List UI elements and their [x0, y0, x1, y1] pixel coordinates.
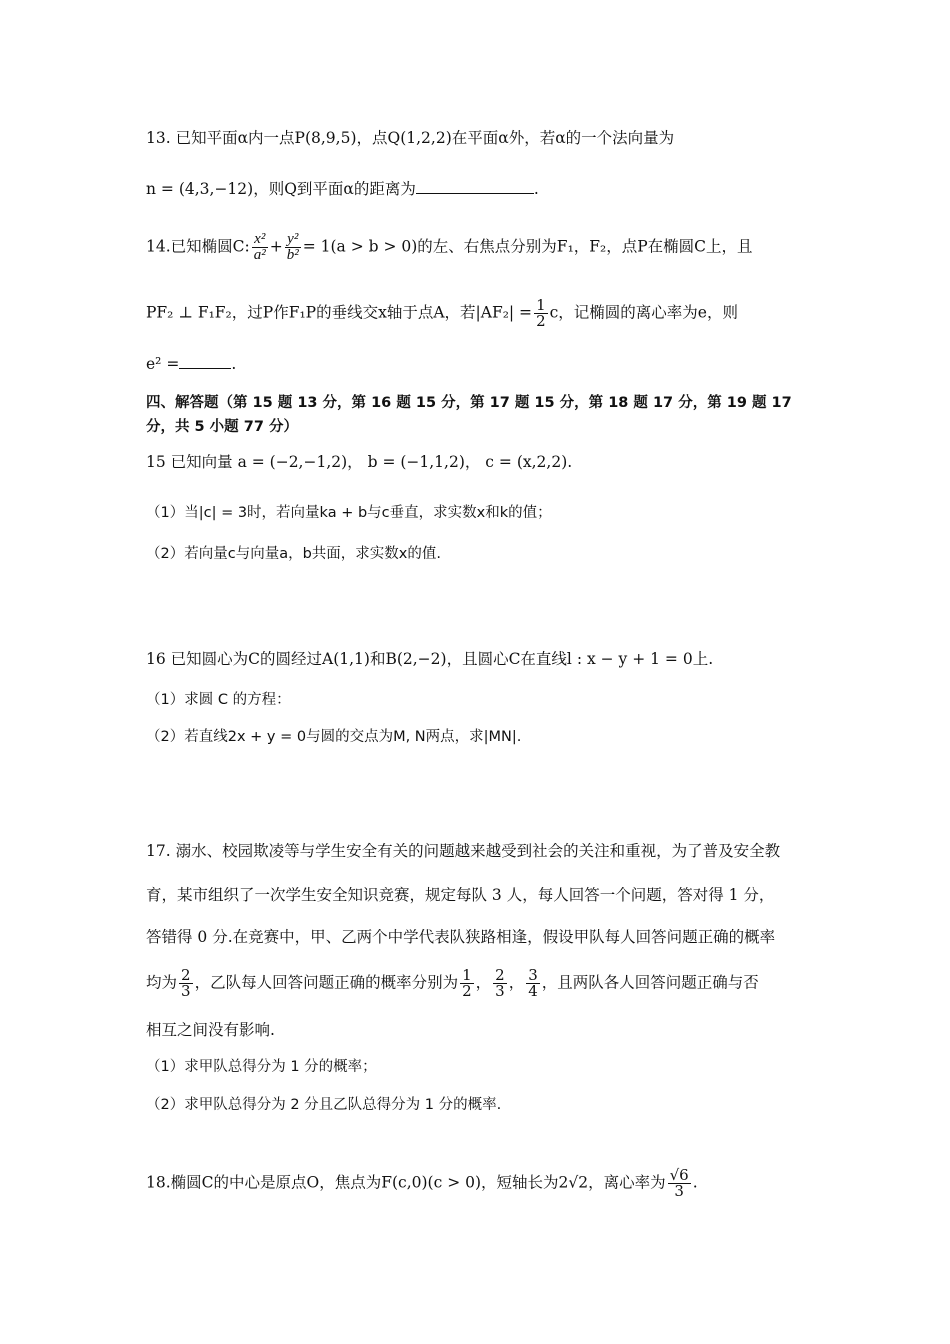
fraction-numerator: x² — [252, 232, 268, 248]
q14-text-1b: = 1(a > b > 0)的左、右焦点分别为F₁，F₂，点P在椭圆C上，且 — [302, 237, 753, 256]
q17-line5: 相互之间没有影响. — [146, 1021, 275, 1039]
q14-fraction-y2-b2 — [285, 232, 301, 263]
q17-text-4a: 均为 — [146, 973, 178, 992]
q16-stem: 16 已知圆心为C的圆经过A(1,1)和B(2,−2)，且圆心C在直线l : x − y + 1 = 0上. — [146, 650, 714, 668]
q18-period: . — [692, 1173, 698, 1192]
fraction-denominator: 2 — [536, 312, 546, 330]
q17-fraction-2-3 — [179, 968, 193, 999]
fraction-numerator: y² — [285, 232, 301, 248]
fraction-denominator: 3 — [181, 982, 191, 1000]
q18-fraction-sqrt6-3 — [668, 1168, 691, 1199]
fraction-denominator: a² — [253, 247, 266, 263]
q17-fraction-1-2 — [460, 968, 474, 999]
q13-period: . — [533, 180, 539, 198]
q13-line2 — [146, 182, 539, 198]
q14-line1 — [146, 232, 753, 263]
q14-fraction-x2-a2 — [252, 232, 268, 263]
q16-part1: （1）求圆 C 的方程： — [146, 692, 291, 708]
q14-text-2b: c，记椭圆的离心率为e，则 — [549, 303, 738, 322]
q14-text-3a: e² = — [146, 355, 180, 373]
section-4-heading-line1: 四、解答题（第 15 题 13 分，第 16 题 15 分，第 17 题 15 分，第 18 题 17 分，第 19 题 17 — [146, 395, 792, 411]
q18-line1 — [146, 1168, 698, 1199]
fraction-denominator: b² — [286, 247, 299, 263]
fraction-denominator: 2 — [462, 982, 472, 1000]
q13-text-2: n = (4,3,−12)，则Q到平面α的距离为 — [146, 180, 416, 198]
q14-answer-blank — [179, 368, 231, 369]
fraction-denominator: 3 — [495, 982, 505, 1000]
q15-stem: 15 已知向量 a = (−2,−1,2)， b = (−1,1,2)， c = (x,2,2). — [146, 453, 573, 471]
q13-text-1: 13. 已知平面α内一点P(8,9,5)，点Q(1,2,2)在平面α外，若α的一个法向量为 — [146, 129, 675, 147]
fraction-denominator: 4 — [528, 982, 538, 1000]
section-4-heading-line2: 分，共 5 小题 77 分） — [146, 419, 298, 435]
q14-line2 — [146, 298, 738, 329]
q14-text-1a: 14.已知椭圆C: — [146, 237, 250, 256]
q14-line3 — [146, 357, 236, 373]
q17-fraction-3-4 — [526, 968, 540, 999]
q14-text-2a: PF₂ ⊥ F₁F₂，过P作F₁P的垂线交x轴于点A，若|AF₂| = — [146, 303, 533, 322]
fraction-numerator: 1 — [462, 966, 472, 984]
q17-part2: （2）求甲队总得分为 2 分且乙队总得分为 1 分的概率. — [146, 1097, 502, 1113]
q18-text-1a: 18.椭圆C的中心是原点O，焦点为F(c,0)(c > 0)，短轴长为2√2，离心率为 — [146, 1173, 666, 1192]
q14-fraction-half — [534, 298, 548, 329]
q13-answer-blank — [416, 193, 534, 194]
fraction-numerator: √6 — [669, 1166, 689, 1184]
q17-line1: 17. 溺水、校园欺凌等与学生安全有关的问题越来越受到社会的关注和重视，为了普及安全教 — [146, 842, 781, 860]
q17-line3: 答错得 0 分.在竞赛中，甲、乙两个中学代表队狭路相逢，假设甲队每人回答问题正确的概率 — [146, 928, 776, 946]
q15-part1: （1）当|c| = 3时，若向量ka + b与c垂直，求实数x和k的值； — [146, 505, 552, 521]
plus-sign: + — [269, 237, 283, 256]
separator: ， — [508, 973, 525, 992]
q17-text-4c: ，且两队各人回答问题正确与否 — [541, 973, 759, 992]
q16-part2: （2）若直线2x + y = 0与圆的交点为M, N两点，求|MN|. — [146, 729, 522, 745]
q17-text-4b: ，乙队每人回答问题正确的概率分别为 — [194, 973, 459, 992]
q14-period: . — [231, 355, 237, 373]
q17-part1: （1）求甲队总得分为 1 分的概率； — [146, 1059, 377, 1075]
q17-fraction-2-3b — [493, 968, 507, 999]
q17-line4 — [146, 968, 759, 999]
fraction-numerator: 1 — [536, 296, 546, 314]
q13-line1 — [146, 131, 674, 147]
q15-part2: （2）若向量c与向量a，b共面，求实数x的值. — [146, 546, 441, 562]
q17-line2: 育，某市组织了一次学生安全知识竞赛，规定每队 3 人，每人回答一个问题，答对得 1 分， — [146, 886, 775, 904]
separator: ， — [475, 973, 492, 992]
fraction-denominator: 3 — [674, 1182, 684, 1200]
fraction-numerator: 2 — [495, 966, 505, 984]
fraction-numerator: 2 — [181, 966, 191, 984]
fraction-numerator: 3 — [528, 966, 538, 984]
